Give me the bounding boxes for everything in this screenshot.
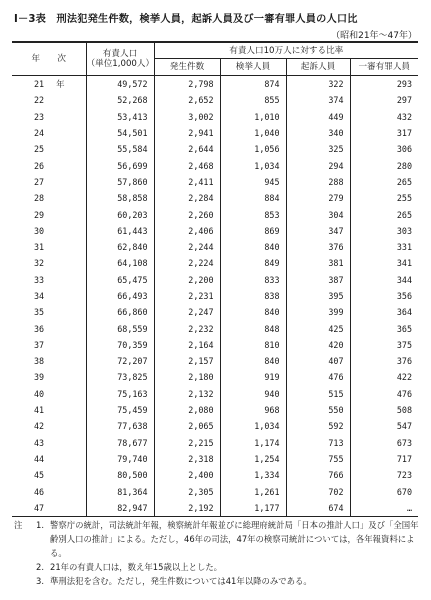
cell-prosecuted: 374 [286, 92, 350, 108]
cell-arrested: 1,034 [220, 157, 286, 173]
table-row [12, 174, 418, 190]
cell-year: 30 [34, 225, 45, 236]
cell-year: 22 [34, 95, 45, 106]
table-row [12, 190, 418, 206]
cell-occurrences: 2,232 [154, 320, 220, 336]
cell-occurrences: 2,411 [154, 174, 220, 190]
header-ratio-group: 有責人口10万人に対する比率 [154, 42, 418, 59]
cell-occurrences: 2,468 [154, 157, 220, 173]
cell-convicted: 331 [350, 239, 418, 255]
cell-convicted: 673 [350, 435, 418, 451]
cell-convicted: 344 [350, 272, 418, 288]
table-row [12, 125, 418, 141]
cell-occurrences: 2,231 [154, 288, 220, 304]
cell-year: 39 [34, 372, 45, 383]
note-text: 警察庁の統計，司法統計年報，検察統計年報並びに総理府統計局「日本の推計人口」及び「全国年齢別人口の推計」による。ただし，46年の司法，47年の検察司統計については，各年報資料による。 [50, 520, 419, 558]
cell-convicted: 265 [350, 174, 418, 190]
cell-convicted: 341 [350, 255, 418, 271]
cell-occurrences: 2,200 [154, 272, 220, 288]
cell-population: 75,459 [86, 402, 154, 418]
cell-prosecuted: 294 [286, 157, 350, 173]
cell-occurrences: 2,180 [154, 369, 220, 385]
cell-population: 49,572 [86, 76, 154, 93]
cell-arrested: 810 [220, 337, 286, 353]
table-row [12, 157, 418, 173]
cell-convicted: 508 [350, 402, 418, 418]
cell-year: 29 [34, 209, 45, 220]
cell-prosecuted: 347 [286, 223, 350, 239]
cell-year: 31 [34, 242, 45, 253]
crime-statistics-table [12, 41, 418, 517]
table-row [12, 239, 418, 255]
table-row [12, 255, 418, 271]
table-row [12, 109, 418, 125]
cell-prosecuted: 381 [286, 255, 350, 271]
cell-convicted: 265 [350, 206, 418, 222]
cell-occurrences: 2,080 [154, 402, 220, 418]
cell-prosecuted: 395 [286, 288, 350, 304]
notes-section [14, 518, 419, 588]
table-row [12, 369, 418, 385]
cell-arrested: 940 [220, 386, 286, 402]
cell-prosecuted: 288 [286, 174, 350, 190]
cell-arrested: 945 [220, 174, 286, 190]
table-row [12, 402, 418, 418]
cell-population: 73,825 [86, 369, 154, 385]
cell-year: 45 [34, 470, 45, 481]
cell-arrested: 968 [220, 402, 286, 418]
note-item [14, 560, 419, 574]
table-row [12, 320, 418, 336]
cell-prosecuted: 766 [286, 467, 350, 483]
cell-population: 64,108 [86, 255, 154, 271]
table-row [12, 418, 418, 434]
cell-occurrences: 2,318 [154, 451, 220, 467]
cell-arrested: 855 [220, 92, 286, 108]
header-year: 年 次 [12, 42, 86, 76]
cell-year: 33 [34, 274, 45, 285]
cell-population: 57,860 [86, 174, 154, 190]
cell-occurrences: 2,164 [154, 337, 220, 353]
cell-occurrences: 2,284 [154, 190, 220, 206]
cell-population: 54,501 [86, 125, 154, 141]
cell-occurrences: 2,798 [154, 76, 220, 93]
cell-arrested: 838 [220, 288, 286, 304]
cell-occurrences: 3,002 [154, 109, 220, 125]
cell-prosecuted: 425 [286, 320, 350, 336]
table-row [12, 92, 418, 108]
cell-occurrences: 2,215 [154, 435, 220, 451]
cell-arrested: 1,254 [220, 451, 286, 467]
cell-convicted: 306 [350, 141, 418, 157]
cell-year: 23 [34, 111, 45, 122]
cell-population: 78,677 [86, 435, 154, 451]
cell-population: 65,475 [86, 272, 154, 288]
cell-occurrences: 2,644 [154, 141, 220, 157]
cell-convicted: 723 [350, 467, 418, 483]
cell-population: 82,947 [86, 500, 154, 517]
cell-year: 25 [34, 144, 45, 155]
cell-arrested: 1,261 [220, 483, 286, 499]
cell-arrested: 840 [220, 353, 286, 369]
cell-arrested: 848 [220, 320, 286, 336]
cell-year: 28 [34, 193, 45, 204]
table-title: Ⅰ－3表 刑法犯発生件数，検挙人員，起訴人員及び一審有罪人員の人口比 [14, 14, 358, 25]
header-population-label: 有責人口 （単位1,000人） [86, 49, 155, 69]
table-row [12, 288, 418, 304]
cell-year: 34 [34, 291, 45, 301]
cell-population: 79,740 [86, 451, 154, 467]
cell-year: 41 [34, 405, 45, 416]
note-text: 準刑法犯を含む。ただし，発生件数については41年以降のみである。 [50, 576, 312, 586]
cell-arrested: 1,334 [220, 467, 286, 483]
table-row [12, 141, 418, 157]
cell-convicted: 317 [350, 125, 418, 141]
header-arrested: 検挙人員 [220, 59, 286, 76]
cell-prosecuted: 674 [286, 500, 350, 517]
cell-population: 80,500 [86, 467, 154, 483]
cell-convicted: 280 [350, 157, 418, 173]
table-row [12, 353, 418, 369]
cell-arrested: 884 [220, 190, 286, 206]
cell-year: 44 [34, 453, 45, 464]
cell-prosecuted: 399 [286, 304, 350, 320]
cell-population: 52,268 [86, 92, 154, 108]
cell-prosecuted: 387 [286, 272, 350, 288]
cell-prosecuted: 702 [286, 483, 350, 499]
cell-population: 68,559 [86, 320, 154, 336]
cell-year: 42 [34, 421, 45, 432]
cell-population: 72,207 [86, 353, 154, 369]
cell-year: 27 [34, 176, 45, 187]
table-row [12, 206, 418, 222]
cell-convicted: 670 [350, 483, 418, 499]
cell-prosecuted: 322 [286, 76, 350, 93]
cell-occurrences: 2,305 [154, 483, 220, 499]
cell-convicted: … [350, 500, 418, 517]
cell-population: 62,840 [86, 239, 154, 255]
cell-arrested: 874 [220, 76, 286, 93]
header-convicted: 一審有罪人員 [350, 59, 418, 76]
cell-year: 21 年 [34, 79, 65, 90]
cell-population: 53,413 [86, 109, 154, 125]
cell-prosecuted: 279 [286, 190, 350, 206]
cell-convicted: 476 [350, 386, 418, 402]
cell-arrested: 840 [220, 304, 286, 320]
cell-year: 43 [34, 437, 45, 448]
table-row [12, 223, 418, 239]
cell-population: 55,584 [86, 141, 154, 157]
cell-occurrences: 2,247 [154, 304, 220, 320]
cell-prosecuted: 449 [286, 109, 350, 125]
cell-year: 37 [34, 339, 45, 350]
cell-arrested: 833 [220, 272, 286, 288]
cell-prosecuted: 420 [286, 337, 350, 353]
cell-prosecuted: 755 [286, 451, 350, 467]
header-prosecuted: 起訴人員 [286, 59, 350, 76]
cell-convicted: 297 [350, 92, 418, 108]
cell-prosecuted: 325 [286, 141, 350, 157]
cell-population: 60,203 [86, 206, 154, 222]
cell-arrested: 1,056 [220, 141, 286, 157]
table-subtitle: （昭和21年〜47年） [331, 31, 417, 41]
note-number: 3. [36, 576, 44, 586]
cell-convicted: 422 [350, 369, 418, 385]
cell-prosecuted: 592 [286, 418, 350, 434]
note-item [14, 518, 419, 560]
cell-year: 35 [34, 307, 45, 318]
cell-arrested: 1,040 [220, 125, 286, 141]
table-row [12, 386, 418, 402]
table-row [12, 76, 418, 93]
cell-convicted: 303 [350, 223, 418, 239]
cell-convicted: 717 [350, 451, 418, 467]
cell-population: 66,860 [86, 304, 154, 320]
table-row [12, 272, 418, 288]
table-row [12, 337, 418, 353]
cell-population: 75,163 [86, 386, 154, 402]
cell-convicted: 364 [350, 304, 418, 320]
cell-prosecuted: 550 [286, 402, 350, 418]
cell-year: 38 [34, 356, 45, 367]
cell-occurrences: 2,244 [154, 239, 220, 255]
cell-arrested: 1,010 [220, 109, 286, 125]
cell-arrested: 840 [220, 239, 286, 255]
note-number: 2. [36, 562, 44, 572]
table-row [12, 451, 418, 467]
cell-occurrences: 2,224 [154, 255, 220, 271]
cell-convicted: 375 [350, 337, 418, 353]
header-occurrences: 発生件数 [154, 59, 220, 76]
table-header [12, 42, 418, 76]
table-row [12, 304, 418, 320]
cell-prosecuted: 713 [286, 435, 350, 451]
cell-arrested: 1,177 [220, 500, 286, 517]
cell-occurrences: 2,260 [154, 206, 220, 222]
cell-population: 66,493 [86, 288, 154, 304]
cell-convicted: 293 [350, 76, 418, 93]
cell-convicted: 365 [350, 320, 418, 336]
cell-arrested: 869 [220, 223, 286, 239]
cell-year: 24 [34, 128, 45, 139]
cell-prosecuted: 515 [286, 386, 350, 402]
cell-arrested: 1,174 [220, 435, 286, 451]
note-number: 1. [36, 520, 44, 530]
cell-population: 61,443 [86, 223, 154, 239]
cell-year: 40 [34, 388, 45, 399]
cell-prosecuted: 304 [286, 206, 350, 222]
cell-population: 81,364 [86, 483, 154, 499]
cell-prosecuted: 376 [286, 239, 350, 255]
cell-occurrences: 2,132 [154, 386, 220, 402]
cell-convicted: 255 [350, 190, 418, 206]
cell-convicted: 376 [350, 353, 418, 369]
cell-prosecuted: 340 [286, 125, 350, 141]
cell-population: 56,699 [86, 157, 154, 173]
cell-occurrences: 2,157 [154, 353, 220, 369]
table-body [12, 76, 418, 517]
table-row [12, 500, 418, 517]
cell-year: 32 [34, 258, 45, 269]
table-row [12, 483, 418, 499]
cell-year: 47 [34, 502, 45, 513]
cell-convicted: 547 [350, 418, 418, 434]
cell-occurrences: 2,192 [154, 500, 220, 517]
note-item [14, 574, 419, 588]
cell-arrested: 919 [220, 369, 286, 385]
notes-label: 注 [14, 520, 23, 530]
cell-occurrences: 2,400 [154, 467, 220, 483]
cell-occurrences: 2,406 [154, 223, 220, 239]
cell-occurrences: 2,941 [154, 125, 220, 141]
cell-arrested: 849 [220, 255, 286, 271]
cell-arrested: 853 [220, 206, 286, 222]
cell-occurrences: 2,652 [154, 92, 220, 108]
cell-year: 46 [34, 486, 45, 497]
cell-population: 77,638 [86, 418, 154, 434]
cell-population: 70,359 [86, 337, 154, 353]
cell-occurrences: 2,065 [154, 418, 220, 434]
cell-prosecuted: 476 [286, 369, 350, 385]
cell-convicted: 432 [350, 109, 418, 125]
note-text: 21年の有責人口は，数え年15歳以上とした。 [50, 562, 223, 572]
cell-prosecuted: 407 [286, 353, 350, 369]
cell-population: 58,858 [86, 190, 154, 206]
cell-year: 36 [34, 323, 45, 334]
header-population [86, 42, 154, 76]
table-row [12, 467, 418, 483]
table-row [12, 435, 418, 451]
cell-year: 26 [34, 160, 45, 171]
cell-convicted: 356 [350, 288, 418, 304]
cell-arrested: 1,034 [220, 418, 286, 434]
